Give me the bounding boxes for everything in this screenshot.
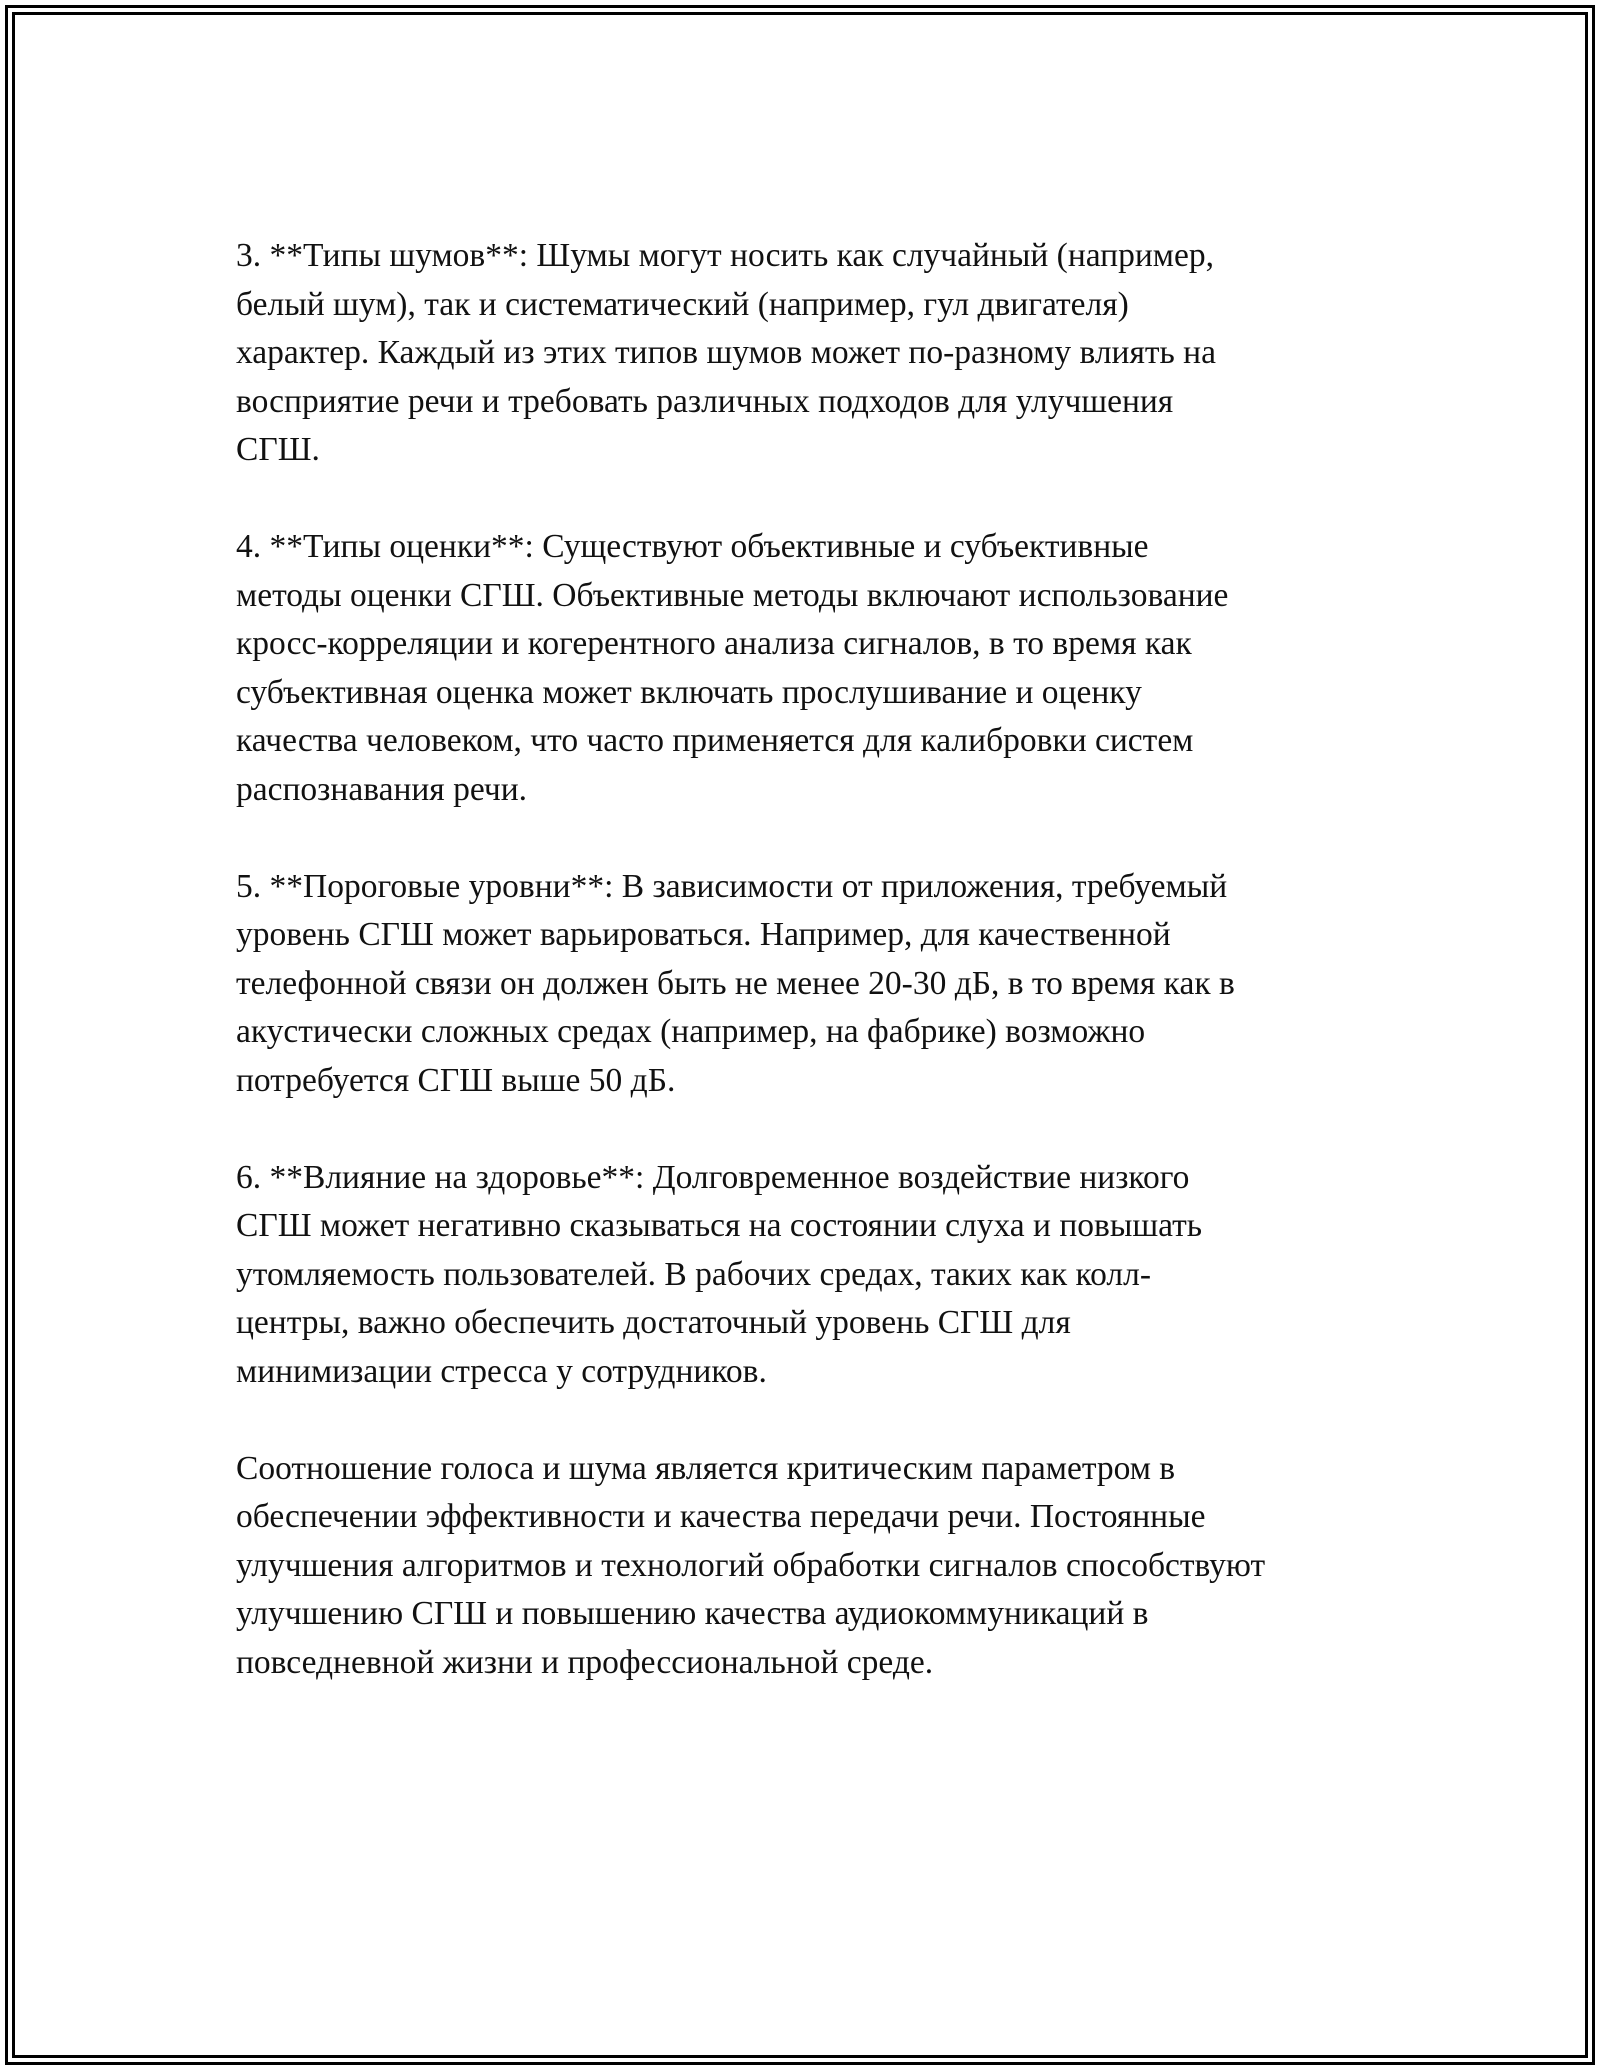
document-body bbox=[236, 232, 1386, 1736]
paragraph-threshold-levels: 5. **Пороговые уровни**: В зависимости от приложения, требуемый уровень СГШ может варьироваться. Например, для качественной телефонной связи он должен быть не менее 20-30 дБ, в то время как в акустически сложных средах (например, на фабрике) возможно потребуется СГШ выше 50 дБ. bbox=[236, 867, 1235, 1099]
paragraph-conclusion: Соотношение голоса и шума является критическим параметром в обеспечении эффективности и качества передачи речи. Постоянные улучшения алгоритмов и технологий обработки сигналов способствуют улучшению СГШ и повышению качества аудиокоммуникаций в повседневной жизни и профессиональной среде. bbox=[236, 1449, 1266, 1681]
paragraph-noise-types: 3. **Типы шумов**: Шумы могут носить как случайный (например, белый шум), так и систематический (например, гул двигателя) характер. Каждый из этих типов шумов может по-разному влиять на восприятие речи и требовать различных подходов для улучшения СГШ. bbox=[236, 237, 1216, 468]
paragraph-evaluation-types: 4. **Типы оценки**: Существуют объективные и субъективные методы оценки СГШ. Объективные методы включают использование кросс-корреляции и когерентного анализа сигналов, в то время как субъективная оценка может включать прослушивание и оценку качества человеком, что часто применяется для калибровки систем распознавания речи. bbox=[236, 528, 1229, 808]
paragraph-health-impact: 6. **Влияние на здоровье**: Долговременное воздействие низкого СГШ может негативно сказываться на состоянии слуха и повышать утомляемость пользователей. В рабочих средах, таких как колл- центры, важно обеспечить достаточный уровень СГШ для минимизации стресса у сотрудников. bbox=[236, 1158, 1203, 1390]
